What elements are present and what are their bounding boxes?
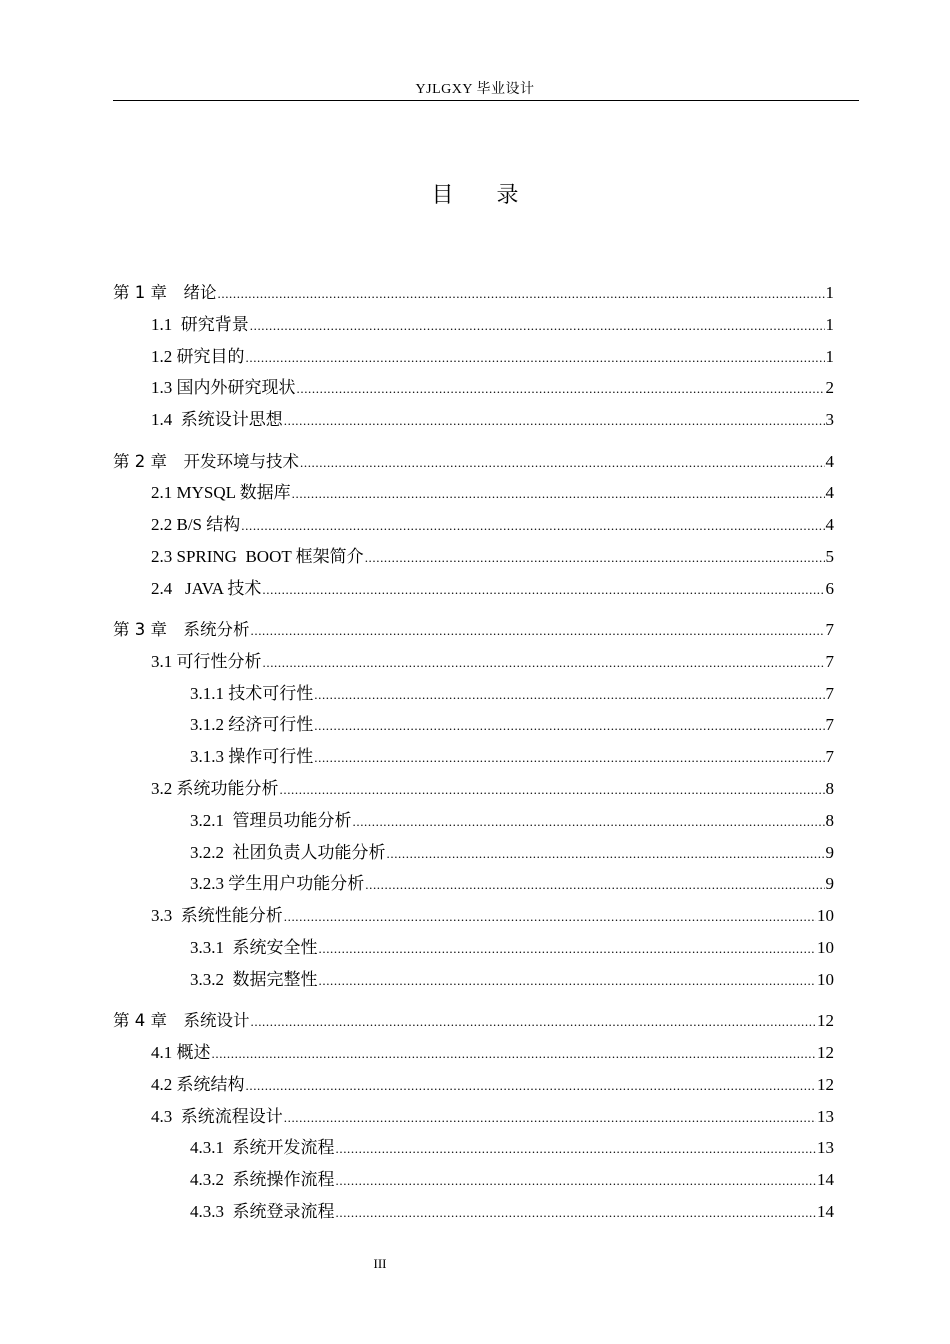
toc-entry-label: 2.2 B/S 结构 <box>151 515 241 535</box>
toc-section-entry <box>151 482 834 504</box>
toc-section-entry <box>190 810 834 832</box>
running-header: YJLGXY 毕业设计 <box>415 82 535 97</box>
toc-dot-leader <box>319 970 817 992</box>
toc-dot-leader <box>314 684 824 706</box>
toc-entry-page: 10 <box>817 969 834 989</box>
toc-dot-leader <box>246 347 825 369</box>
toc-dot-leader <box>336 1202 817 1224</box>
toc-section-entry <box>190 1137 834 1159</box>
toc-section-entry <box>151 1074 834 1096</box>
toc-section-entry <box>151 514 834 536</box>
toc-section-entry <box>151 578 834 600</box>
toc-entry-page: 4 <box>825 451 834 471</box>
toc-entry-page: 12 <box>817 1074 834 1094</box>
toc-chapter-entry <box>113 619 834 641</box>
toc-entry-page: 4 <box>825 483 834 503</box>
toc-entry-label: 1.4 系统设计思想 <box>151 410 283 430</box>
toc-entry-label: 3.2 系统功能分析 <box>151 779 279 798</box>
toc-entry-label: 3.1 可行性分析 <box>151 651 262 671</box>
toc-dot-leader <box>241 515 824 537</box>
toc-section-entry <box>151 546 834 568</box>
toc-entry-page: 2 <box>825 378 834 398</box>
toc-section-entry <box>190 842 834 864</box>
toc-section-entry <box>190 873 834 895</box>
toc-entry-label: 第 3 章 系统分析 <box>113 620 250 639</box>
toc-section-entry <box>190 746 834 768</box>
toc-entry-label: 4.1 概述 <box>151 1042 211 1062</box>
toc-dot-leader <box>251 620 825 642</box>
toc-section-entry <box>151 377 834 399</box>
toc-entry-page: 4 <box>825 515 834 535</box>
toc-entry-label: 第 1 章 绪论 <box>113 283 217 302</box>
toc-entry-page: 7 <box>825 620 834 639</box>
toc-entry-page: 10 <box>817 906 834 926</box>
toc-entry-page: 5 <box>825 546 834 566</box>
toc-dot-leader <box>218 283 825 305</box>
toc-section-entry <box>151 346 834 368</box>
toc-entry-page: 8 <box>825 810 834 830</box>
toc-entry-page: 7 <box>825 747 834 767</box>
toc-entry-page: 8 <box>825 779 834 798</box>
toc-entry-label: 3.2.2 社团负责人功能分析 <box>190 842 386 862</box>
toc-dot-leader <box>284 410 825 432</box>
toc-section-entry <box>190 1201 834 1223</box>
page-number: III <box>373 1256 387 1271</box>
toc-entry-label: 4.3.1 系统开发流程 <box>190 1138 335 1158</box>
toc-entry-label: 3.3.2 数据完整性 <box>190 969 318 989</box>
toc-entry-label: 2.3 SPRING BOOT 框架简介 <box>151 546 364 566</box>
toc-section-entry <box>190 969 834 991</box>
toc-dot-leader <box>251 1011 817 1033</box>
toc-entry-label: 4.3 系统流程设计 <box>151 1106 283 1126</box>
toc-section-entry <box>151 409 834 431</box>
toc-entry-page: 9 <box>825 874 834 894</box>
toc-entry-label: 2.4 JAVA 技术 <box>151 578 262 598</box>
toc-chapter-entry <box>113 451 834 473</box>
toc-entry-label: 第 2 章 开发环境与技术 <box>113 451 299 471</box>
toc-dot-leader <box>297 378 825 400</box>
toc-entry-label: 2.1 MYSQL 数据库 <box>151 483 291 503</box>
toc-section-entry <box>151 1042 834 1064</box>
toc-entry-label: 3.1.2 经济可行性 <box>190 715 314 735</box>
toc-entry-label: 1.2 研究目的 <box>151 346 245 366</box>
toc-dot-leader <box>336 1138 817 1160</box>
toc-section-entry <box>151 778 834 800</box>
toc-entry-page: 1 <box>825 314 834 334</box>
toc-dot-leader <box>263 652 825 674</box>
toc-chapter-entry <box>113 1010 834 1032</box>
toc-chapter-entry <box>113 282 834 304</box>
toc-entry-page: 13 <box>817 1138 834 1158</box>
toc-entry-page: 13 <box>817 1106 834 1126</box>
toc-dot-leader <box>365 547 825 569</box>
toc-entry-label: 3.2.1 管理员功能分析 <box>190 810 352 830</box>
toc-entry-page: 10 <box>817 938 834 957</box>
toc-section-entry <box>190 937 834 959</box>
toc-entry-page: 12 <box>817 1011 834 1031</box>
toc-entry-label: 3.3 系统性能分析 <box>151 906 283 926</box>
toc-entry-page: 1 <box>825 283 834 302</box>
toc-entry-label: 4.3.2 系统操作流程 <box>190 1170 335 1190</box>
toc-entry-page: 14 <box>817 1170 834 1190</box>
toc-entry-page: 7 <box>825 683 834 703</box>
toc-dot-leader <box>280 779 825 801</box>
toc-entry-page: 3 <box>825 410 834 430</box>
toc-entry-label: 1.1 研究背景 <box>151 314 249 334</box>
toc-section-entry <box>151 905 834 927</box>
toc-entry-page: 6 <box>825 578 834 598</box>
toc-dot-leader <box>262 579 824 601</box>
toc-dot-leader <box>387 843 825 865</box>
toc-section-entry <box>190 683 834 705</box>
toc-entry-page: 9 <box>825 842 834 862</box>
toc-entry-label: 3.1.3 操作可行性 <box>190 747 314 767</box>
toc-entry-label: 1.3 国内外研究现状 <box>151 378 296 398</box>
toc-dot-leader <box>353 811 825 833</box>
toc-dot-leader <box>336 1170 817 1192</box>
toc-entry-label: 3.2.3 学生用户功能分析 <box>190 874 365 894</box>
toc-entry-label: 3.1.1 技术可行性 <box>190 683 314 703</box>
toc-dot-leader <box>212 1043 817 1065</box>
toc-dot-leader <box>365 874 824 896</box>
toc-title: 目 录 <box>431 183 519 208</box>
toc-dot-leader <box>246 1075 817 1097</box>
toc-entry-label: 4.3.3 系统登录流程 <box>190 1201 335 1221</box>
toc-dot-leader <box>319 938 817 960</box>
toc-section-entry <box>151 1106 834 1128</box>
toc-dot-leader <box>284 1107 816 1129</box>
toc-section-entry <box>190 1169 834 1191</box>
toc-section-entry <box>151 651 834 673</box>
toc-dot-leader <box>314 747 824 769</box>
toc-entry-page: 12 <box>817 1042 834 1062</box>
toc-dot-leader <box>250 315 825 337</box>
toc-dot-leader <box>284 906 816 928</box>
toc-entry-page: 7 <box>825 715 834 735</box>
toc-entry-label: 4.2 系统结构 <box>151 1074 245 1094</box>
toc-entry-page: 1 <box>825 346 834 366</box>
toc-dot-leader <box>292 483 825 505</box>
toc-entry-page: 14 <box>817 1201 834 1221</box>
toc-entry-page: 7 <box>825 651 834 671</box>
toc-entry-label: 第 4 章 系统设计 <box>113 1011 250 1031</box>
toc-entry-label: 3.3.1 系统安全性 <box>190 938 318 957</box>
toc-dot-leader <box>300 452 825 474</box>
toc-section-entry <box>190 714 834 736</box>
toc-dot-leader <box>314 715 824 737</box>
toc-section-entry <box>151 314 834 336</box>
